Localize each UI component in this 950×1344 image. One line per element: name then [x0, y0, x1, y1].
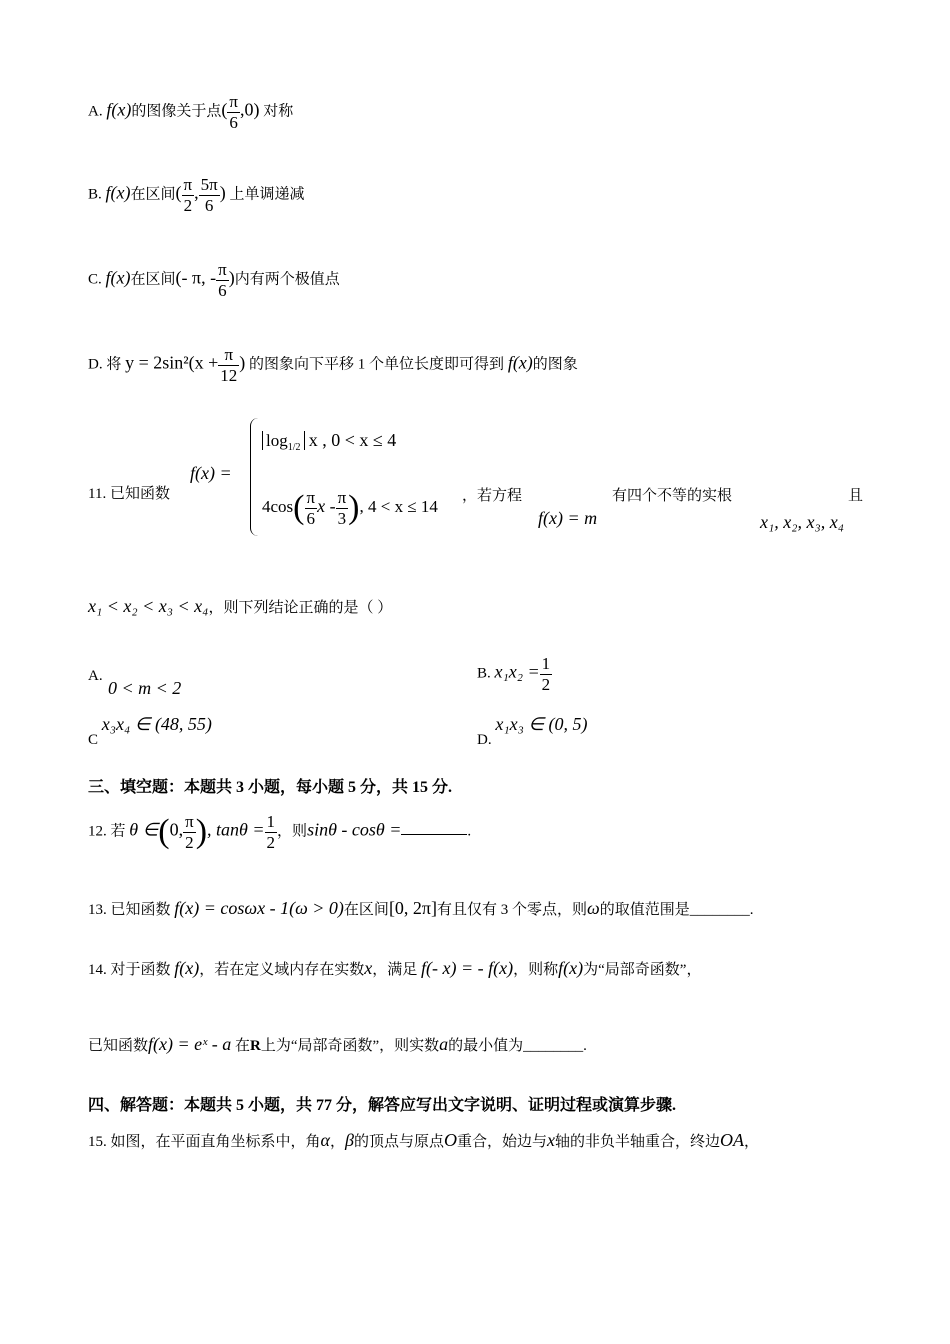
question-12: 12. 若 θ ∈(0, $\frac{\pi}{2}$ ), tanθ = $\frac{1}{2}$ ，则sinθ - cosθ = . — [88, 812, 472, 852]
option-11c: C x₃x₄ ∈ (48, 55) — [88, 714, 212, 748]
fraction: $\frac{\pi}{12}$ — [220, 345, 238, 385]
piecewise-system — [250, 418, 460, 538]
question-11-lead: 11. 已知函数 — [88, 486, 170, 502]
option-10c: C. f(x)在区间(- π, - $\frac{\pi}{6}$ )内有两个极值点 — [88, 260, 340, 300]
equation: f(x) = m — [538, 508, 598, 528]
case-1: $\log_{1/2} x$ , 0 < x ≤ 4 — [262, 430, 396, 453]
brace — [250, 418, 259, 536]
question-11-order: x₁ < x₂ < x₃ < x₄，则下列结论正确的是（ ） — [88, 596, 393, 616]
fraction: $\frac{\pi}{2}$ — [183, 175, 193, 215]
option-10a: A. f(x)的图像关于点( $\frac{\pi}{6}$ ,0) 对称 — [88, 92, 294, 132]
fx-expr: f(x) — [106, 99, 132, 120]
fraction: $\frac{\pi}{6}$ — [218, 260, 227, 300]
section-4-heading: 四、解答题：本题共 5 小题，共 77 分，解答应写出文字说明、证明过程或演算步骤. — [88, 1097, 677, 1114]
section-3-heading: 三、填空题：本题共 3 小题，每小题 5 分，共 15 分. — [88, 779, 453, 796]
question-14-line2: 已知函数f(x) = eˣ - a 在R上为“局部奇函数”，则实数a的最小值为________. — [88, 1034, 587, 1054]
condition-text: ，若方程 — [462, 488, 523, 504]
fx-definition: f(x) = — [190, 463, 232, 483]
question-14: 14. 对于函数 f(x)，若在定义域内存在实数x，满足 f(- x) = - f(x)，则称f(x)为“局部奇函数”， — [88, 958, 702, 978]
option-11b: B. x₁x₂ = $\frac{1}{2}$ — [477, 654, 551, 694]
question-15: 15. 如图，在平面直角坐标系中，角α，β的顶点与原点O重合，始边与x轴的非负半轴重合，终边OA， — [88, 1130, 760, 1150]
option-11a-expr: 0 < m < 2 — [108, 678, 182, 698]
option-10d: D. 将 y = 2sin²(x + $\frac{\pi}{12}$ ) 的图象向下平移 1 个单位长度即可得到 f(x)的图象 — [88, 345, 578, 385]
answer-blank — [401, 820, 467, 835]
option-10b: B. f(x)在区间( $\frac{\pi}{2}$ , $\frac{5\pi}{6}$ ) 上单调递减 — [88, 175, 305, 215]
case-2: 4cos( $\frac{\pi}{6}$ x - $\frac{\pi}{3}$ ), 4 < x ≤ 14 — [262, 488, 438, 528]
fraction: $\frac{\pi}{6}$ — [229, 92, 238, 132]
question-13: 13. 已知函数 f(x) = cosωx - 1(ω > 0)在区间[0, 2π]有且仅有 3 个零点，则ω的取值范围是________. — [88, 898, 754, 918]
option-11d: D. x₁x₃ ∈ (0, 5) — [477, 714, 588, 748]
condition-text-2: 有四个不等的实根 — [612, 488, 733, 504]
condition-text-3: 且 — [848, 488, 864, 504]
fraction: $\frac{5\pi}{6}$ — [200, 175, 218, 215]
option-11a: A. — [88, 668, 103, 684]
roots: x₁, x₂, x₃, x₄ — [760, 512, 844, 532]
